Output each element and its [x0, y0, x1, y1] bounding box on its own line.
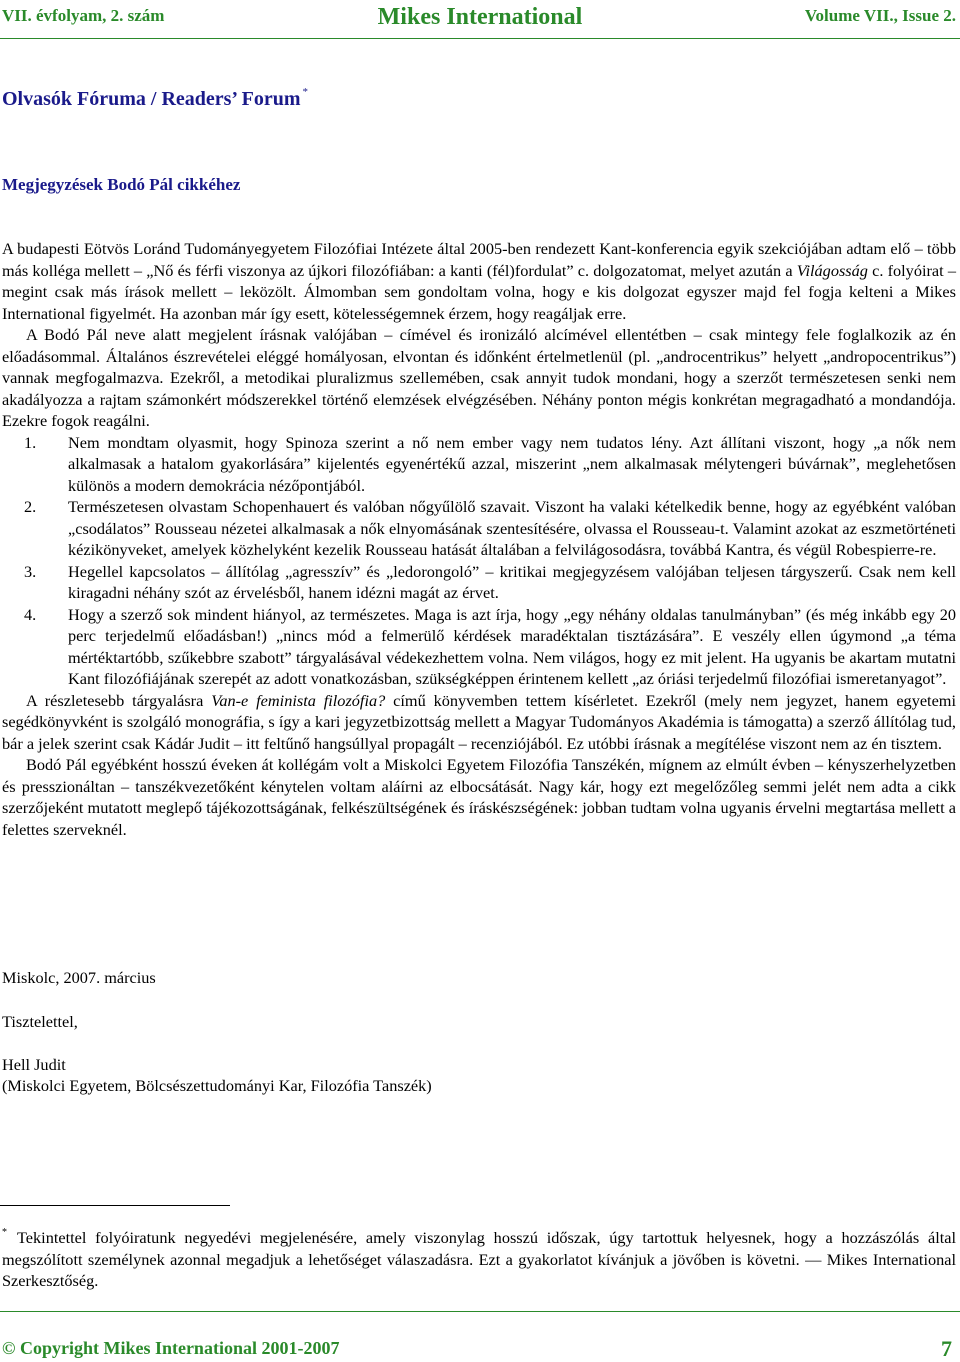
footnote-rule: [0, 1205, 230, 1206]
section-title: [2, 86, 308, 111]
paragraph-closing: Bodó Pál egyébként hosszú éveken át kollégám volt a Miskolci Egyetem Filozófia Tanszékén, mígnem az elmúlt évben – kényszerhelyzetben és presszionáltan – tanszékvezetőként kénytelen voltam aláírni az elbocsátását. Nagy kár, hogy ezt megelőzőleg semmi jelét nem adta a cikk szerzőjeként mutatott meglepő tájékozottságának, felkészültségének és íráskészségének: jobban tudtam volna ugyanis érvelni megtartása mellett a felettes szerveknél.: [2, 755, 956, 839]
signature-place-date: Miskolc, 2007. március: [2, 968, 156, 987]
signature-affiliation: (Miskolci Egyetem, Bölcsészettudományi Kar, Filozófia Tanszék): [2, 1076, 432, 1095]
list-item: [2, 604, 956, 690]
list-item-text: Hegellel kapcsolatos – állítólag „agresszív” és „ledorongoló” – kritikai megjegyzésem valójában teljesen tárgyszerű. Csak nem kell kiragadni néhány szót az érvelésből, hanem idézni magát az érvet.: [68, 561, 956, 602]
footnote: [2, 1222, 956, 1292]
journal-name-italic: Világosság: [796, 260, 868, 280]
page-number: 7: [941, 1336, 952, 1361]
list-item: [2, 496, 956, 561]
paragraph-book-part-b: című könyvemben tettem kísérletet. Ezekről (mely nem jegyzet, hanem egyetemi segédkönyvként is szolgáló monográfia, s így a kari jegyzetbizottság mellett a Magyar Tudományos Akadémia is támogatta) a szerző állítólag tud, bár a jelek szerint csak Kádár Judit – itt feltűnő hangsúllyal propagált – recenziójából. Ez utóbbi írásnak a megítélése viszont nem az én tisztem.: [2, 690, 956, 753]
list-item-number: 4.: [24, 604, 37, 624]
list-item-number: 2.: [24, 497, 37, 516]
page-header: [0, 2, 960, 42]
list-item-number: 3.: [24, 561, 37, 581]
signature-greeting: Tisztelettel,: [2, 1012, 78, 1031]
article-body: [2, 238, 956, 840]
book-title-italic: Van-e feminista filozófia?: [211, 690, 386, 710]
list-item: [2, 432, 956, 497]
paragraph-intro-part-a: A budapesti Eötvös Loránd Tudományegyetem Filozófiai Intézete által 2005-ben rendezett Kant-konferencia egyik szekciójában adtam elő – több más kolléga mellett – „Nő és férfi viszonya az újkori filozófiában: a kanti (fél)fordulat” c. dolgozatomat, melyet azután a: [2, 239, 956, 280]
list-item-text: Természetesen olvastam Schopenhauert és valóban nőgyűlölő szavait. Viszont ha valaki kételkedik benne, hogy az egyébként valóban „csodálatos” Rousseau nézetei alkalmasak a nők elnyomásának szentesítésére, olvassa el Rousseau-t. Valamint azokat az eszmetörténeti kézikönyveket, amelyek közhelyként kezelik Rousseau hatását általában a felvilágosodásra, továbbá Kantra, és végül Robespierre-re.: [68, 497, 956, 559]
list-item: [2, 561, 956, 604]
footnote-text: Tekintettel folyóiratunk negyedévi megjelenésére, amely viszonylag hosszú időszak, úgy tartottuk helyesnek, hogy a hozzászólás által megszólított személynek azonnal megadjuk a lehetőséget válaszadásra. Ezt a gyakorlatot kívánjuk a jövőben is követni. — Mikes International Szerkesztőség.: [2, 1228, 956, 1290]
paragraph-intro-part-b: c. folyóirat – megint csak más írások mellett – leközölt. Álmomban sem gondoltam volna, hogy e kis dolgozat egyszer majd fel fogja kelteni a Mikes International figyelmét. Ha azonban már így esett, kötelességemnek érzem, hogy reagáljak erre.: [2, 260, 956, 323]
signature-name: Hell Judit: [2, 1055, 66, 1074]
footer-rule: [0, 1311, 960, 1312]
paragraph-response: A Bodó Pál neve alatt megjelent írásnak valójában – címével és ironizáló alcímével ellentétben – csak mintegy fele foglalkozik az én előadásommal. Általános észrevételei eléggé homályosan, elvontan és időnként értelmetlenül (pl. „androcentrikus” helyett „andropocentrikus”) vannak megfogalmazva. Ezekről, a metodikai pluralizmus szellemében, csak annyit tudok mondani, hogy a szerzőt természetesen senki nem akadályozza a rajtam számonkért módszerekkel történő elemzések elvégzésében. Néhány ponton mégis konkrétan megragadható a mondandója. Ezekre fogok reagálni.: [2, 325, 956, 430]
header-volume-en: Volume VII., Issue 2.: [804, 6, 956, 25]
list-item-number: 1.: [24, 432, 37, 452]
paragraph-book-part-a: A részletesebb tárgyalásra: [26, 690, 212, 710]
article-subtitle: Megjegyzések Bodó Pál cikkéhez: [2, 175, 241, 194]
footnote-mark: *: [2, 1227, 7, 1238]
header-journal-title: Mikes International: [377, 4, 583, 30]
numbered-list: [2, 432, 956, 690]
footer-copyright: © Copyright Mikes International 2001-2007: [2, 1338, 340, 1358]
list-item-text: Hogy a szerző sok mindent hiányol, az természetes. Maga is azt írja, hogy „egy néhány oldalas tanulmányban” (és még inkább egy 20 perc terjedelmű előadásban!) „nincs mód a felmerülő kérdések maradéktalan tisztázására”. E veszély ellen úgymond „a téma mértéktartóbb, szűkebbre szabott” tárgyalásával védekezhettem volna. Nem világos, hogy ez mit jelent. Ha ugyanis be akartam mutatni Kant filozófiájának szerepét az adott vonatkozásban, szükségképpen érintenem kellett „az óriási terjedelmű filozófiai ismeretanyagot”.: [68, 604, 956, 688]
section-title-text: Olvasók Fóruma / Readers’ Forum: [2, 88, 301, 110]
paragraph-book-reference: [2, 690, 956, 755]
footnote-ref-mark: *: [302, 86, 308, 98]
header-rule: [0, 38, 960, 39]
list-item-text: Nem mondtam olyasmit, hogy Spinoza szerint a nő nem ember vagy nem tudatos lény. Azt állítani viszont, hogy „a nők nem alkalmasak a hatalom gyakorlására” kijelentés egyenértékű azzal, miszerint „nem alkalmasak mélytengeri búvárnak”, meglehetősen különös a modern demokrácia nézőpontjából.: [68, 432, 956, 495]
header-volume-hu: VII. évfolyam, 2. szám: [2, 6, 165, 25]
paragraph-intro: [2, 238, 956, 324]
